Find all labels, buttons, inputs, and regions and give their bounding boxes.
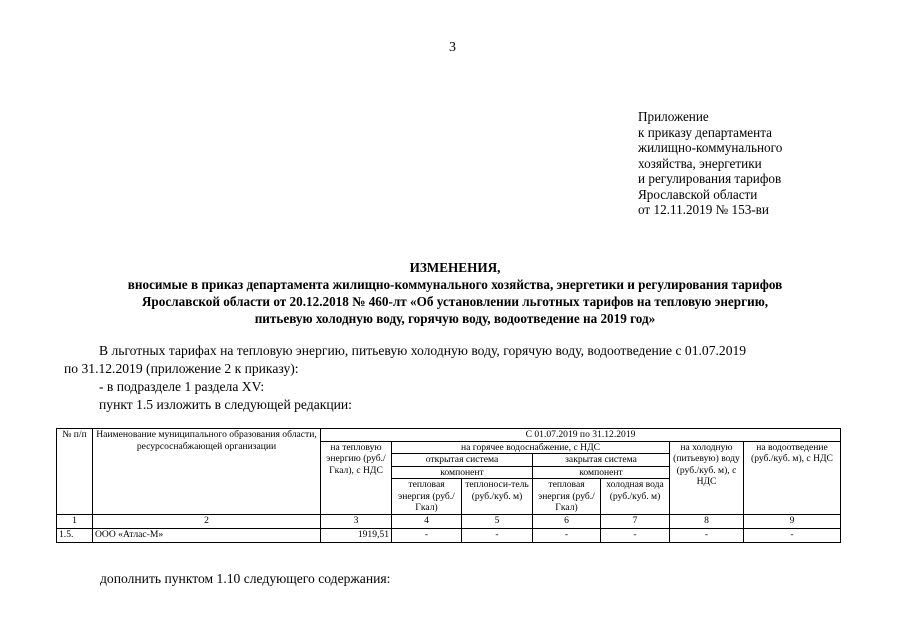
- body-paragraph: В льготных тарифах на тепловую энергию, питьевую холодную воду, горячую воду, водоотведение с 01.07.2019: [99, 343, 747, 358]
- title-line: Ярославской области от 20.12.2018 № 460-лт «Об установлении льготных тарифов на тепловую энергию,: [141, 294, 769, 309]
- row-closed-cold: -: [601, 528, 670, 542]
- appendix-line: к приказу департамента: [638, 124, 772, 140]
- row-cold-water: -: [670, 528, 744, 542]
- document-title: [40, 259, 870, 327]
- header-closed-heat: тепловая энергия (руб./Гкал): [533, 479, 601, 515]
- row-open-heat: -: [392, 528, 462, 542]
- header-hot-water: на горячее водоснабжение, с НДС: [392, 441, 670, 454]
- header-heat: на тепловую энергию (руб./Гкал), с НДС: [321, 441, 392, 514]
- row-drainage: -: [744, 528, 841, 542]
- appendix-line: и регулирования тарифов: [638, 171, 782, 186]
- table-row: [57, 528, 841, 542]
- header-component: компонент: [392, 466, 533, 479]
- title-heading: ИЗМЕНЕНИЯ,: [409, 260, 501, 275]
- column-number: 8: [670, 514, 744, 528]
- tariff-table: [56, 428, 841, 543]
- body-list-item: - в подразделе 1 раздела XV:: [99, 379, 265, 394]
- body-instruction: пункт 1.5 изложить в следующей редакции:: [99, 397, 352, 412]
- row-closed-heat: -: [533, 528, 601, 542]
- title-line: вносимые в приказ департамента жилищно-коммунального хозяйства, энергетики и регулирования тарифов: [127, 277, 783, 292]
- header-drainage: на водоотведение (руб./куб. м), с НДС: [744, 441, 841, 514]
- closing-text: дополнить пунктом 1.10 следующего содержания:: [100, 571, 391, 586]
- column-number: 4: [392, 514, 462, 528]
- page-number: 3: [449, 40, 456, 55]
- header-open-carrier: теплоноси-тель (руб./куб. м): [462, 479, 533, 515]
- column-number: 1: [57, 514, 93, 528]
- row-heat: 1919,51: [321, 528, 392, 542]
- column-number: 3: [321, 514, 392, 528]
- body-text: [64, 342, 864, 414]
- column-number: 6: [533, 514, 601, 528]
- header-number: № п/п: [57, 429, 93, 515]
- appendix-block: [638, 109, 782, 218]
- title-line: питьевую холодную воду, горячую воду, водоотведение на 2019 год»: [254, 311, 656, 326]
- header-open-system: открытая система: [392, 454, 533, 467]
- appendix-line: Приложение: [638, 109, 709, 124]
- header-open-heat: тепловая энергия (руб./Гкал): [392, 479, 462, 515]
- body-paragraph-cont: по 31.12.2019 (приложение 2 к приказу):: [64, 361, 299, 376]
- appendix-line: хозяйства, энергетики: [638, 155, 762, 171]
- appendix-line: Ярославской области: [638, 186, 758, 202]
- header-organization: Наименование муниципального образования области, ресурсоснабжающей организации: [93, 429, 321, 515]
- column-number: 9: [744, 514, 841, 528]
- row-number: 1.5.: [57, 528, 93, 542]
- row-open-carrier: -: [462, 528, 533, 542]
- appendix-line: от 12.11.2019 № 153-ви: [638, 202, 769, 217]
- header-closed-cold: холодная вода (руб./куб. м): [601, 479, 670, 515]
- appendix-line: жилищно-коммунального: [638, 140, 783, 155]
- column-number: 7: [601, 514, 670, 528]
- column-number: 5: [462, 514, 533, 528]
- header-period: С 01.07.2019 по 31.12.2019: [321, 429, 841, 442]
- header-component: компонент: [533, 466, 670, 479]
- header-closed-system: закрытая система: [533, 454, 670, 467]
- header-cold-water: на холодную (питьевую) воду (руб./куб. м), с НДС: [670, 441, 744, 514]
- row-organization: ООО «Атлас-М»: [93, 528, 321, 542]
- column-number: 2: [93, 514, 321, 528]
